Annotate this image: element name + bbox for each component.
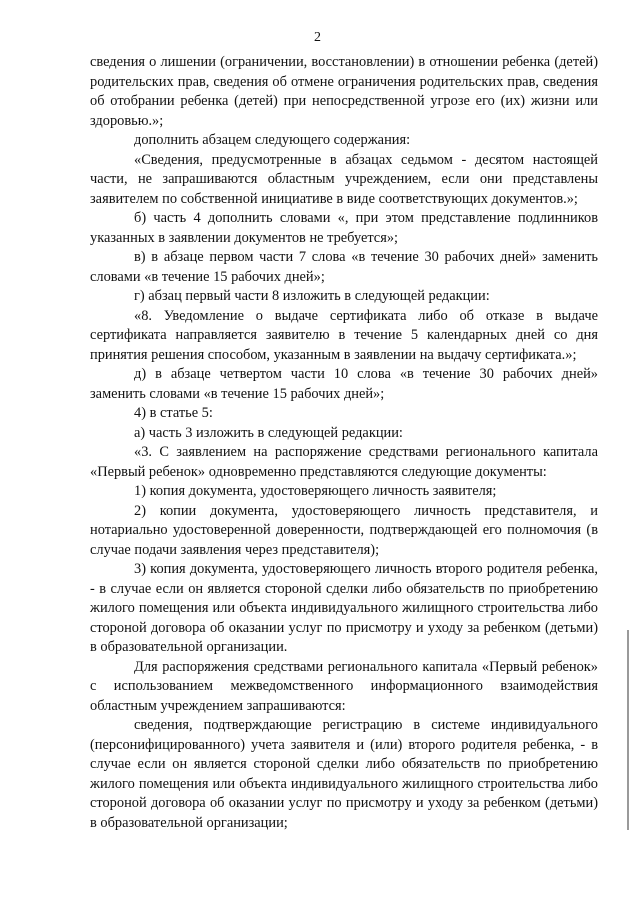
paragraph: 3) копия документа, удостоверяющего личность второго родителя ребенка, - в случае если он является стороной сделки либо обязательств по приобретению жилого помещения или объекта индивидуального жилищного строительства либо стороной договора об оказании услуг по присмотру и уходу за ребенком (детьми) в образовательной организации. — [90, 561, 598, 655]
paragraph: а) часть 3 изложить в следующей редакции: — [134, 424, 403, 441]
paragraph: дополнить абзацем следующего содержания: — [134, 132, 411, 148]
page-number: 2 — [314, 30, 321, 45]
paragraph: «3. С заявлением на распоряжение средствами регионального капитала «Первый ребенок» одновременно представляются следующие документы: — [90, 444, 598, 480]
scan-edge-line — [627, 630, 629, 830]
paragraph: сведения, подтверждающие регистрацию в системе индивидуального (персонифицированного) учета заявителя и (или) второго родителя ребенка, - в случае если он является стороной сделки либо обязательств по приобретению жилого помещения или объекта индивидуального жилищного строительства либо стороной договора об оказании услуг по присмотру и уходу за ребенком (детьми) в образовательной организации; — [90, 717, 598, 831]
paragraph: сведения о лишении (ограничении, восстановлении) в отношении ребенка (детей) родительских прав, сведения об отмене ограничения родительских прав, сведения об отобрании ребенка (детей) при непосредственной угрозе его (их) жизни или здоровью.»; — [90, 54, 598, 129]
document-body — [90, 53, 598, 833]
paragraph: «8. Уведомление о выдаче сертификата либо об отказе в выдаче сертификата направляется заявителю в течение 5 календарных дней со дня принятия решения способом, указанным в заявлении на выдачу сертификата.»; — [90, 307, 598, 363]
paragraph: Для распоряжения средствами регионального капитала «Первый ребенок» с использованием межведомственного информационного взаимодействия областным учреждением запрашиваются: — [90, 658, 598, 714]
paragraph: 1) копия документа, удостоверяющего личность заявителя; — [134, 483, 497, 499]
paragraph: «Сведения, предусмотренные в абзацах седьмом - десятом настоящей части, не запрашиваются областным учреждением, если они представлены заявителем по собственной инициативе в виде соответствующих документов.»; — [90, 151, 598, 207]
paragraph: 2) копии документа, удостоверяющего личность представителя, и нотариально удостоверенной доверенности, подтверждающей его полномочия (в случае подачи заявления через представителя); — [90, 502, 598, 558]
paragraph: г) абзац первый части 8 изложить в следующей редакции: — [134, 288, 490, 304]
paragraph: д) в абзаце четвертом части 10 слова «в течение 30 рабочих дней» заменить словами «в течение 15 рабочих дней»; — [90, 366, 598, 402]
paragraph: 4) в статье 5: — [134, 405, 213, 421]
paragraph: б) часть 4 дополнить словами «, при этом представление подлинников указанных в заявлении документов не требуется»; — [90, 210, 598, 246]
paragraph: в) в абзаце первом части 7 слова «в течение 30 рабочих дней» заменить словами «в течение 15 рабочих дней»; — [90, 249, 598, 285]
